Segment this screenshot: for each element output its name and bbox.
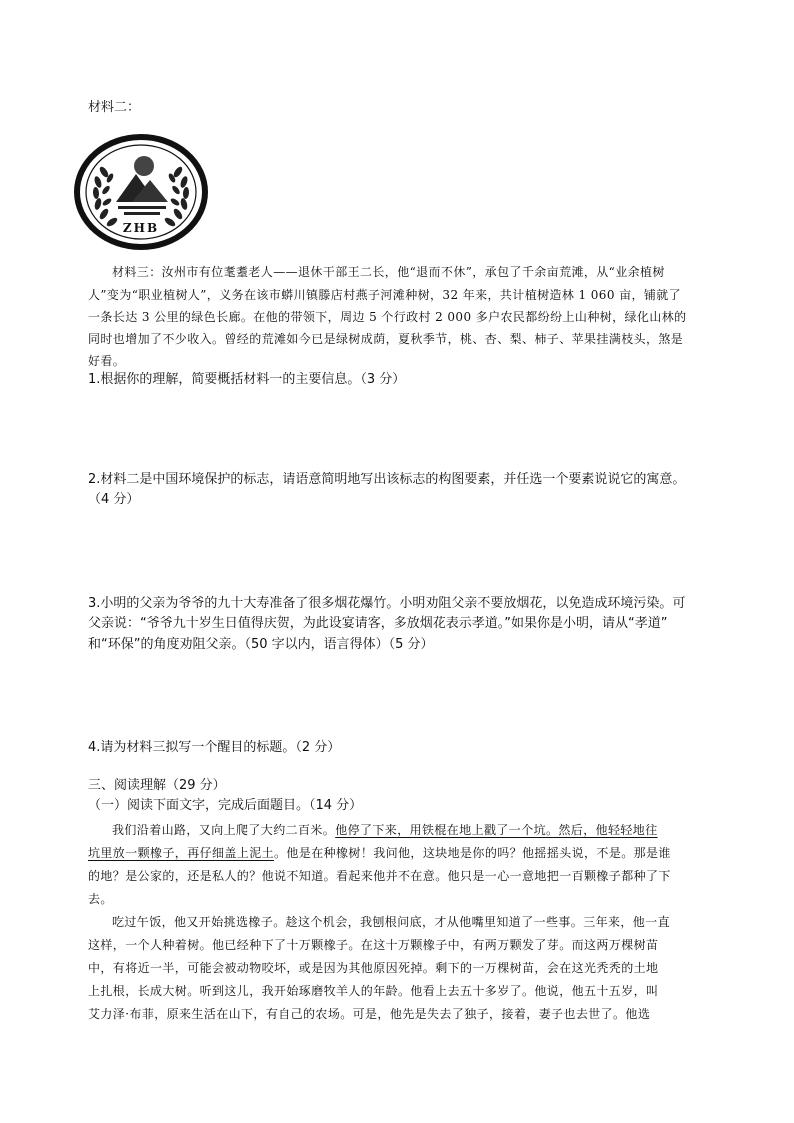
- passage-p1-line-3: 的地？是公家的，还是私人的？他说不知道。看起来他并不在意。他只是一心一意地把一百颗橡子都种了下: [88, 869, 671, 883]
- underlined-sentence: 坑里放一颗橡子，再仔细盖上泥土: [88, 846, 275, 860]
- question-3-line-2: 父亲说：“爷爷九十岁生日值得庆贺，为此设宴请客，多放烟花表示孝道。”如果你是小明，请从“孝道”: [88, 616, 668, 631]
- question-1: 1.根据你的理解，简要概括材料一的主要信息。（3 分）: [88, 372, 406, 387]
- question-2-line-1: 2.材料二是中国环境保护的标志，请语意简明地写出该标志的构图要素，并任选一个要素说说它的寓意。: [88, 472, 686, 487]
- section-3-title: 三、阅读理解（29 分）: [88, 778, 226, 793]
- material3-line-3: 一条长达 3 公里的绿色长廊。在他的带领下，周边 5 个行政村 2 000 多户农民都纷纷上山种树，绿化山林的: [88, 310, 687, 324]
- passage-p2-line-5: 艾力泽·布菲，原来生活在山下，有自己的农场。可是，他先是失去了独子，接着，妻子也去世了。他选: [88, 1007, 651, 1021]
- material3-line-1: 材料三：汝州市有位耄耋老人——退休干部王二长，他“退而不休”，承包了千余亩荒滩，从“业余植树: [112, 265, 665, 279]
- question-3-line-3: 和“环保”的角度劝阻父亲。（50 字以内，语言得体）（5 分）: [88, 637, 434, 652]
- passage-p2-line-4: 上扎根，长成大树。听到这儿，我开始琢磨牧羊人的年龄。他看上去五十多岁了。他说，他五十五岁，叫: [88, 984, 659, 998]
- passage-p1-line-2: [88, 843, 720, 863]
- material3-line-5: 好看。: [88, 354, 126, 368]
- logo-letters: ZHB: [122, 221, 160, 235]
- passage-text: 。他是在种橡树！我问他，这块地是你的吗？他摇摇头说，不是。那是谁: [274, 846, 671, 860]
- passage-p2-line-2: 这样，一个人种着树。他已经种下了十万颗橡子。在这十万颗橡子中，有两万颗发了芽。而这两万棵树苗: [88, 938, 659, 952]
- passage-p1-line-1: [88, 820, 720, 840]
- passage-p2-line-3: 中，有将近一半，可能会被动物咬坏，或是因为其他原因死掉。剩下的一万棵树苗，会在这光秃秃的土地: [88, 961, 659, 975]
- passage-text: 我们沿着山路，又向上爬了大约二百米。: [112, 823, 336, 837]
- passage-p1-line-4: 去。: [88, 892, 113, 906]
- question-4: 4.请为材料三拟写一个醒目的标题。（2 分）: [88, 740, 341, 755]
- underlined-sentence: 他停了下来，用铁棍在地上戳了一个坑。然后，他轻轻地往: [335, 823, 658, 837]
- material3-line-2: 人”变为“职业植树人”，义务在该市蟒川镇滕店村燕子河滩种树，32 年来，共计植树造林 1 060 亩，铺就了: [88, 288, 682, 302]
- environmental-protection-emblem-icon: [74, 134, 208, 250]
- section-3-subtitle: （一）阅读下面文字，完成后面题目。（14 分）: [88, 798, 363, 813]
- question-3-line-1: 3.小明的父亲为爷爷的九十大寿准备了很多烟花爆竹。小明劝阻父亲不要放烟花，以免造成环境污染。可: [88, 596, 686, 611]
- material2-label: 材料二：: [88, 100, 141, 115]
- question-2-line-2: （4 分）: [88, 492, 140, 507]
- material3-line-4: 同时也增加了不少收入。曾经的荒滩如今已是绿树成荫，夏秋季节，桃、杏、梨、柿子、苹果挂满枝头，煞是: [88, 332, 684, 346]
- passage-p2-line-1: 吃过午饭，他又开始挑选橡子。趁这个机会，我刨根问底，才从他嘴里知道了一些事。三年来，他一直: [112, 915, 671, 929]
